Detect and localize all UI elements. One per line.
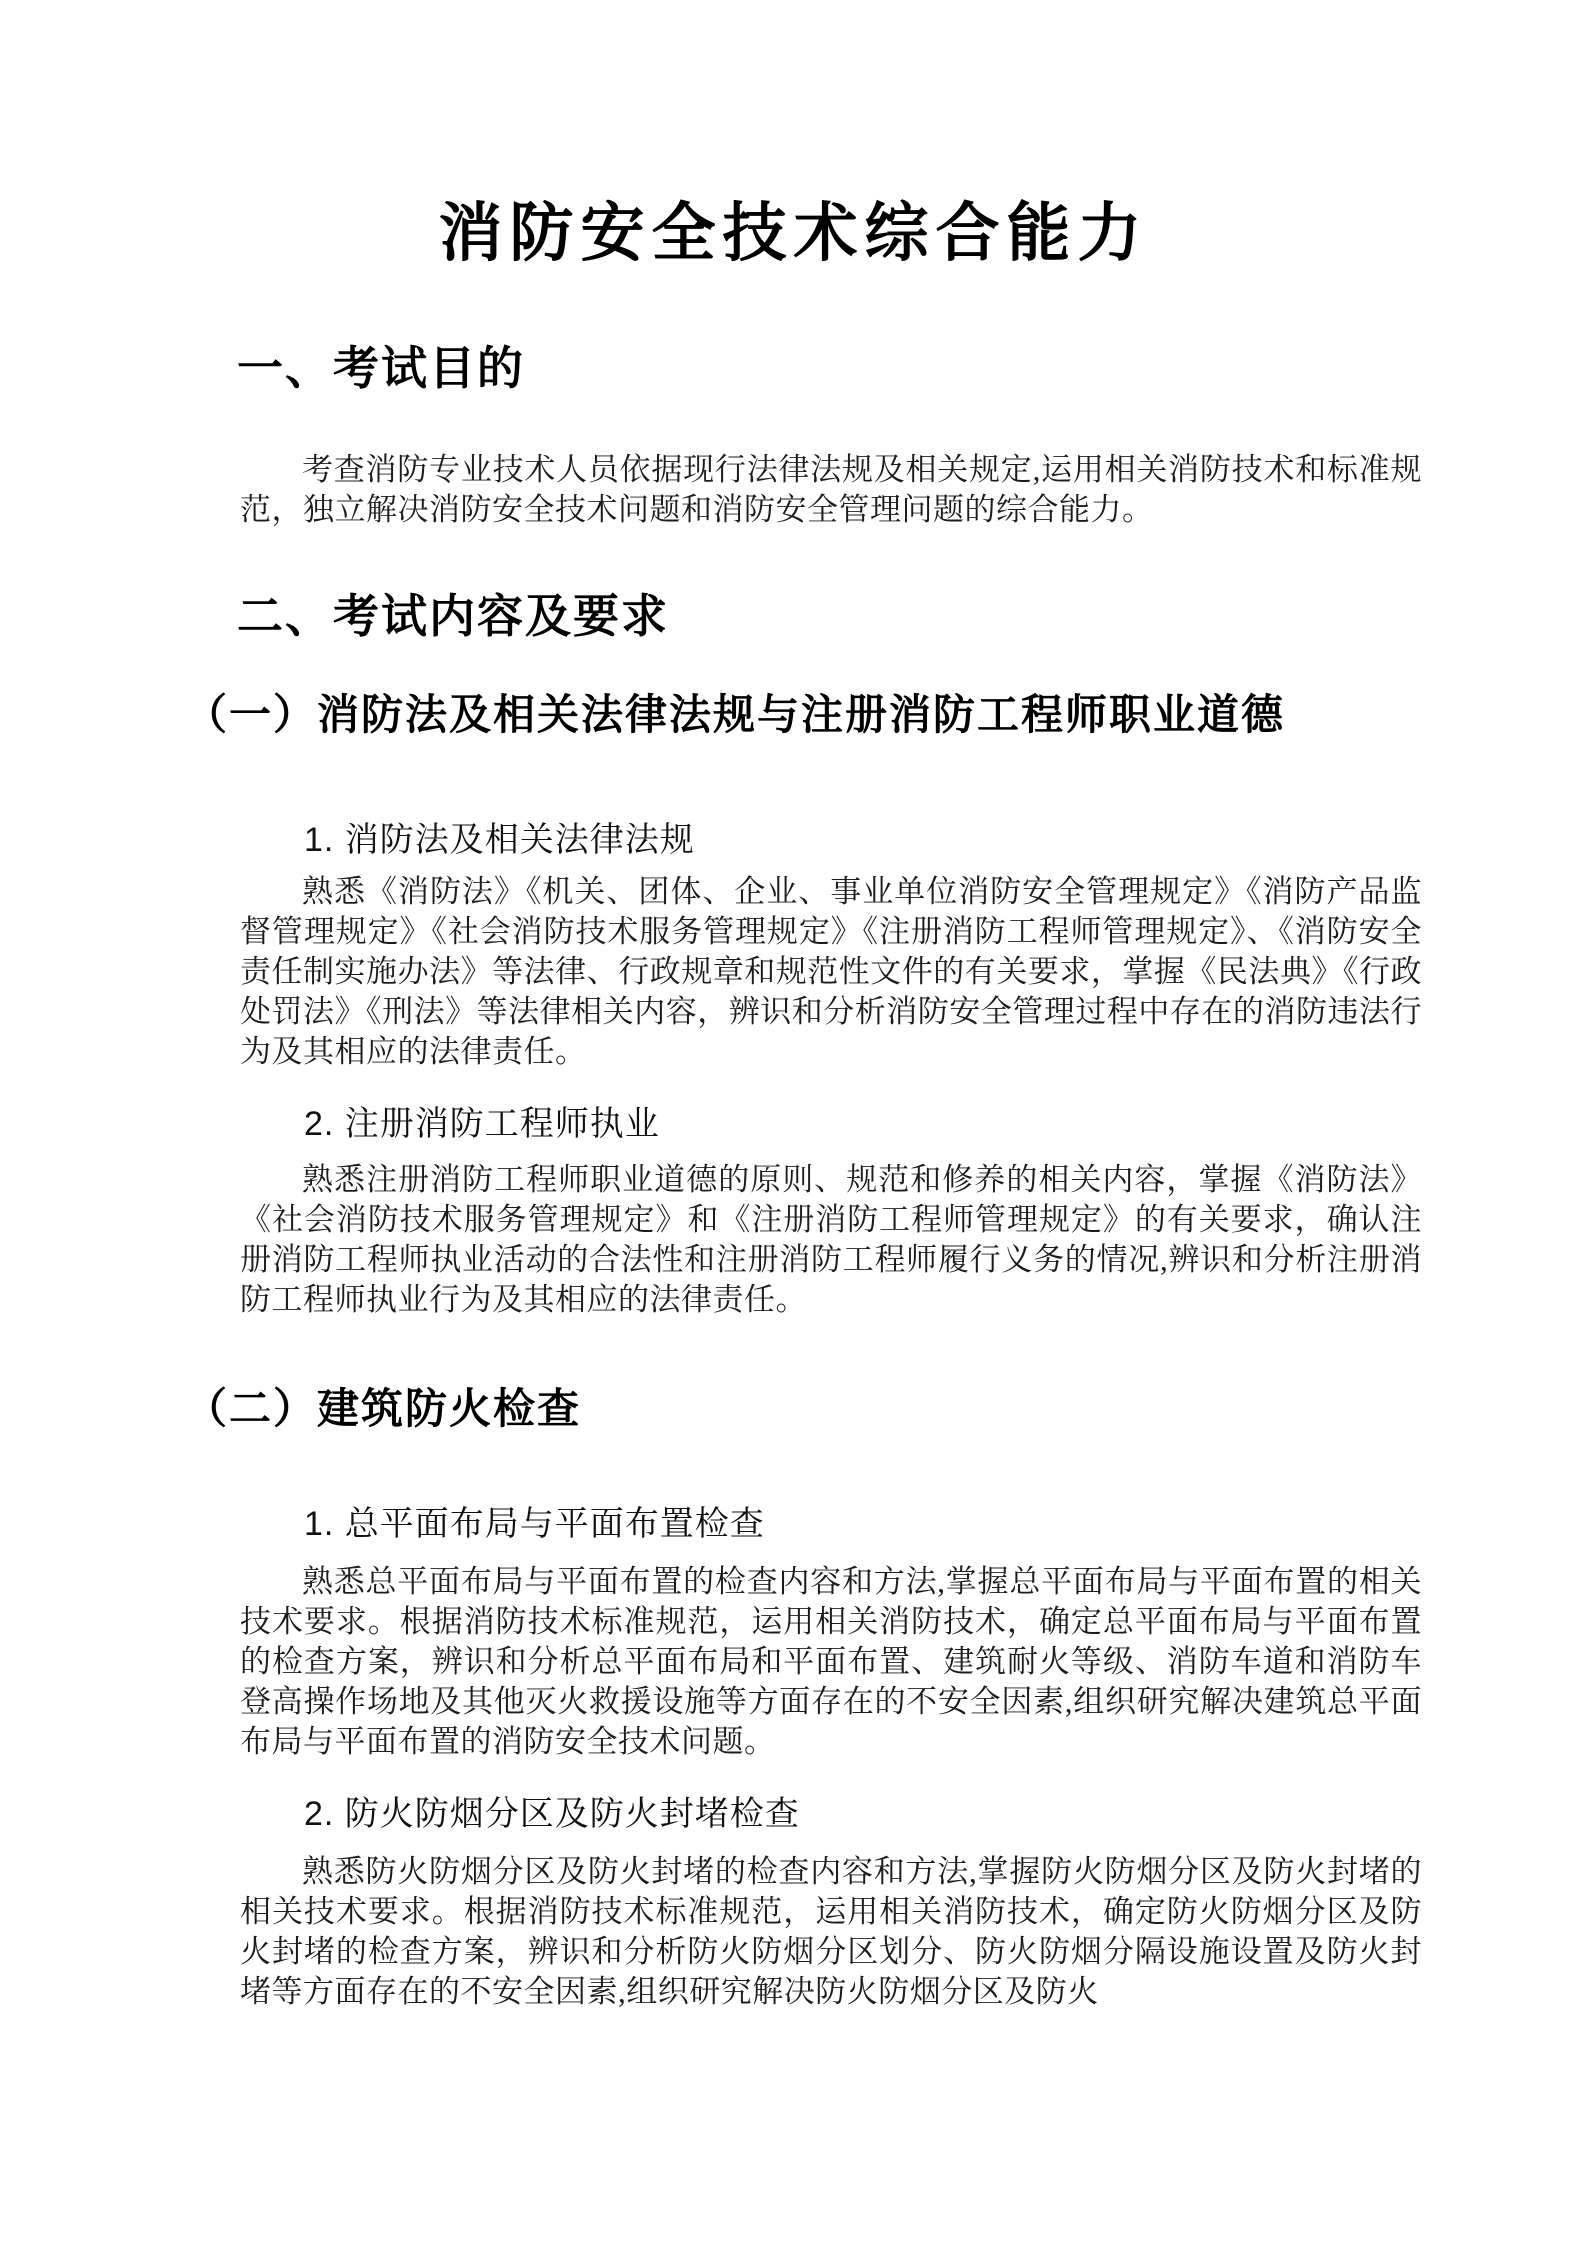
item-heading-fire-law-regulations: 1. 消防法及相关法律法规: [304, 821, 695, 859]
paragraph-registered-engineer-practice: 熟悉注册消防工程师职业道德的原则、规范和修养的相关内容，掌握《消防法》《社会消防技术服务管理规定》和《注册消防工程师管理规定》的有关要求，确认注册消防工程师执业活动的合法性和注册消防工程师履行义务的情况,辨识和分析注册消防工程师执业行为及其相应的法律责任。: [240, 1162, 1422, 1317]
subsection-heading-part2-building-fire-inspection: （二）建筑防火检查: [185, 1385, 582, 1432]
paragraph-fire-smoke-compartment-inspection: 熟悉防火防烟分区及防火封堵的检查内容和方法,掌握防火防烟分区及防火封堵的相关技术要求。根据消防技术标准规范，运用相关消防技术，确定防火防烟分区及防火封堵的检查方案，辨识和分析防火防烟分区划分、防火防烟分隔设施设置及防火封堵等方面存在的不安全因素,组织研究解决防火防烟分区及防火: [240, 1854, 1422, 2009]
document-title: 消防安全技术综合能力: [438, 197, 1149, 269]
paragraph-exam-purpose: 考查消防专业技术人员依据现行法律法规及相关规定,运用相关消防技术和标准规范，独立解决消防安全技术问题和消防安全管理问题的综合能力。: [240, 452, 1422, 527]
subsection-heading-part1-fire-law-ethics: （一）消防法及相关法律法规与注册消防工程师职业道德: [185, 691, 1286, 738]
paragraph-fire-law-regulations: 熟悉《消防法》《机关、团体、企业、事业单位消防安全管理规定》《消防产品监督管理规定》《社会消防技术服务管理规定》《注册消防工程师管理规定》、《消防安全责任制实施办法》等法律、行政规章和规范性文件的有关要求，掌握《民法典》《行政处罚法》《刑法》等法律相关内容，辨识和分析消防安全管理过程中存在的消防违法行为及其相应的法律责任。: [240, 874, 1422, 1069]
item-heading-site-layout-inspection: 1. 总平面布局与平面布置检查: [304, 1505, 765, 1543]
item-heading-registered-engineer-practice: 2. 注册消防工程师执业: [304, 1105, 660, 1143]
section-heading-exam-purpose: 一、考试目的: [237, 342, 525, 394]
section-heading-exam-content: 二、考试内容及要求: [237, 590, 669, 642]
item-heading-fire-smoke-compartment-inspection: 2. 防火防烟分区及防火封堵检查: [304, 1795, 800, 1833]
paragraph-site-layout-inspection: 熟悉总平面布局与平面布置的检查内容和方法,掌握总平面布局与平面布置的相关技术要求。根据消防技术标准规范，运用相关消防技术，确定总平面布局与平面布置的检查方案，辨识和分析总平面布局和平面布置、建筑耐火等级、消防车道和消防车登高操作场地及其他灭火救援设施等方面存在的不安全因素,组织研究解决建筑总平面布局与平面布置的消防安全技术问题。: [240, 1564, 1422, 1759]
